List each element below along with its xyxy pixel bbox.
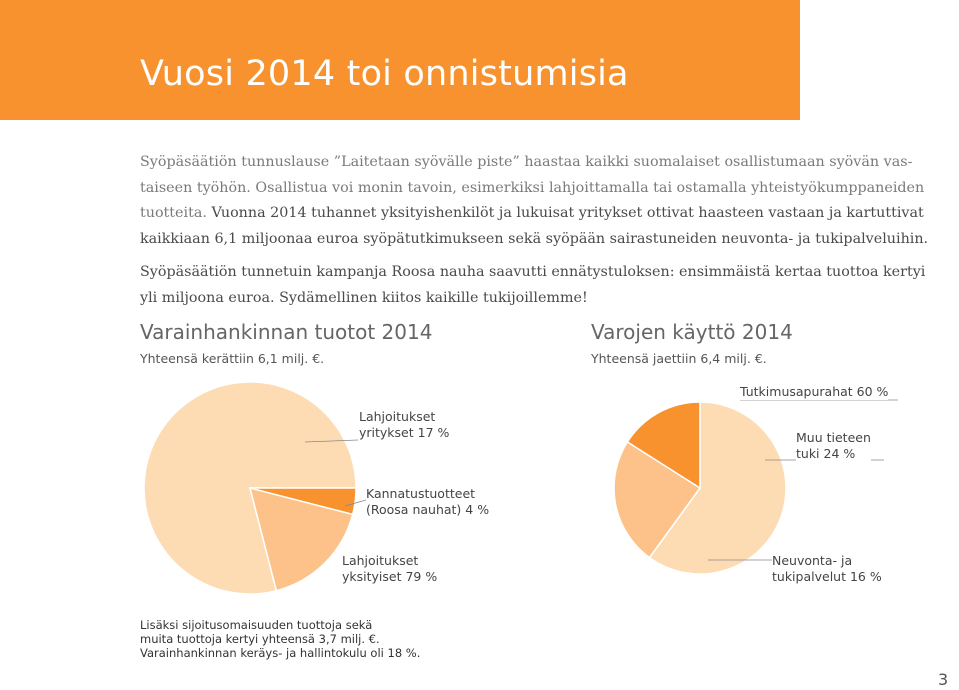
label-income-support-line1: Kannatustuotteet — [366, 486, 476, 501]
label-income-corporate — [359, 409, 449, 441]
label-expense-research: Tutkimusapurahat 60 % — [740, 384, 889, 399]
label-income-corporate-line1: Lahjoitukset — [359, 409, 436, 424]
expenses-title: Varojen käyttö 2014 — [591, 320, 793, 344]
label-income-corporate-line2: yritykset 17 % — [359, 425, 450, 440]
footnote-line-3: Varainhankinnan keräys- ja hallintokulu oli 18 %. — [140, 646, 421, 660]
label-income-support-line2: (Roosa nauhat) 4 % — [366, 502, 490, 517]
label-expense-science — [796, 430, 871, 462]
page-number: 3 — [938, 670, 949, 689]
label-expense-science-line1: Muu tieteen — [796, 430, 871, 445]
footnote-line-1: Lisäksi sijoitusomaisuuden tuottoja sekä — [140, 618, 373, 632]
income-title: Varainhankinnan tuotot 2014 — [140, 320, 433, 344]
intro-body: Vuonna 2014 tuhannet yksityishenkilöt ja lukuisat yritykset ottivat haasteen vastaan ja kartuttivat kaikkiaan 6,1 miljoonaa euroa syöpätutkimukseen sekä syöpään sairastuneiden neuvonta- ja tukipalveluihin. — [140, 205, 929, 247]
label-income-support — [366, 486, 489, 518]
label-income-private-line1: Lahjoitukset — [342, 553, 419, 568]
intro-paragraph-2: Syöpäsäätiön tunnetuin kampanja Roosa nauha saavutti ennätystuloksen: ensimmäistä kertaa tuottoa kertyi yli miljoona euroa. Sydämellinen kiitos kaikille tukijoillemme! — [140, 264, 926, 306]
footnote-line-2: muita tuottoja kertyi yhteensä 3,7 milj. €. — [140, 632, 380, 646]
label-income-private-line2: yksityiset 79 % — [342, 569, 438, 584]
expenses-pie — [614, 402, 786, 574]
expenses-subtitle: Yhteensä jaettiin 6,4 milj. €. — [591, 351, 767, 366]
intro-highlight: Syöpäsäätiön tunnuslause ”Laitetaan syövälle piste” haastaa kaikki suomalaiset osallistumaan syövän vas-taiseen työhön. Osallistua voi monin tavoin, esimerkiksi lahjoittamalla tai ostamalla yhteistyökumppaneiden tuotteita. — [140, 154, 925, 221]
page-title: Vuosi 2014 toi onnistumisia — [140, 54, 629, 94]
label-expense-advice-line1: Neuvonta- ja — [772, 553, 853, 568]
label-expense-science-line2: tuki 24 % — [796, 446, 856, 461]
label-income-private — [342, 553, 437, 585]
label-expense-advice — [772, 553, 882, 585]
footnote — [140, 618, 420, 660]
label-expense-advice-line2: tukipalvelut 16 % — [772, 569, 882, 584]
income-subtitle: Yhteensä kerättiin 6,1 milj. €. — [140, 351, 325, 366]
income-pie — [144, 382, 356, 594]
